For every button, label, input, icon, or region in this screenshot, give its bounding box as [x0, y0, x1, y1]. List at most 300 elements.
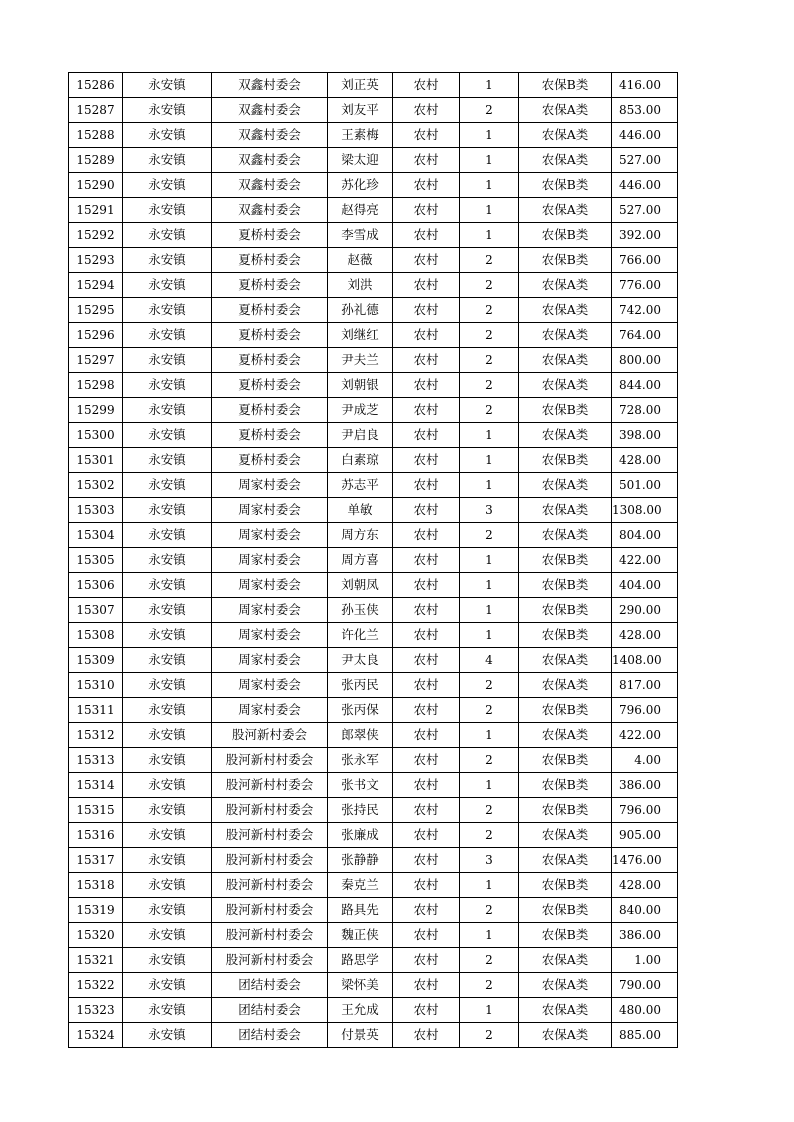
- insurance-category-cell: 农保A类: [519, 673, 612, 698]
- town-cell: 永安镇: [123, 873, 212, 898]
- table-row: [69, 748, 678, 773]
- amount-cell: 1476.00: [612, 848, 678, 873]
- village-committee-cell: 夏桥村委会: [212, 398, 328, 423]
- amount-cell: 446.00: [612, 123, 678, 148]
- town-cell: 永安镇: [123, 248, 212, 273]
- record-number-cell: 15295: [69, 298, 123, 323]
- amount-cell: 800.00: [612, 348, 678, 373]
- household-head-cell: 付景英: [328, 1023, 393, 1048]
- record-number-cell: 15316: [69, 823, 123, 848]
- member-count-cell: 1: [460, 73, 519, 98]
- area-type-cell: 农村: [393, 148, 460, 173]
- record-number-cell: 15289: [69, 148, 123, 173]
- area-type-cell: 农村: [393, 273, 460, 298]
- town-cell: 永安镇: [123, 548, 212, 573]
- area-type-cell: 农村: [393, 198, 460, 223]
- record-number-cell: 15318: [69, 873, 123, 898]
- household-head-cell: 尹太良: [328, 648, 393, 673]
- village-committee-cell: 夏桥村委会: [212, 223, 328, 248]
- household-head-cell: 苏志平: [328, 473, 393, 498]
- town-cell: 永安镇: [123, 573, 212, 598]
- town-cell: 永安镇: [123, 223, 212, 248]
- village-committee-cell: 夏桥村委会: [212, 298, 328, 323]
- insurance-category-cell: 农保B类: [519, 798, 612, 823]
- member-count-cell: 2: [460, 948, 519, 973]
- member-count-cell: 1: [460, 198, 519, 223]
- area-type-cell: 农村: [393, 498, 460, 523]
- insurance-category-cell: 农保B类: [519, 73, 612, 98]
- table-row: [69, 723, 678, 748]
- table-row: [69, 798, 678, 823]
- insurance-category-cell: 农保B类: [519, 898, 612, 923]
- household-head-cell: 梁怀美: [328, 973, 393, 998]
- amount-cell: 428.00: [612, 448, 678, 473]
- village-committee-cell: 周家村委会: [212, 523, 328, 548]
- area-type-cell: 农村: [393, 398, 460, 423]
- area-type-cell: 农村: [393, 173, 460, 198]
- member-count-cell: 1: [460, 923, 519, 948]
- table-row: [69, 598, 678, 623]
- member-count-cell: 2: [460, 673, 519, 698]
- area-type-cell: 农村: [393, 98, 460, 123]
- table-row: [69, 548, 678, 573]
- member-count-cell: 2: [460, 823, 519, 848]
- town-cell: 永安镇: [123, 473, 212, 498]
- member-count-cell: 2: [460, 523, 519, 548]
- area-type-cell: 农村: [393, 248, 460, 273]
- area-type-cell: 农村: [393, 523, 460, 548]
- record-number-cell: 15320: [69, 923, 123, 948]
- town-cell: 永安镇: [123, 823, 212, 848]
- table-row: [69, 148, 678, 173]
- record-number-cell: 15290: [69, 173, 123, 198]
- member-count-cell: 1: [460, 473, 519, 498]
- village-committee-cell: 股河新村村委会: [212, 748, 328, 773]
- village-committee-cell: 夏桥村委会: [212, 423, 328, 448]
- member-count-cell: 1: [460, 998, 519, 1023]
- household-head-cell: 张丙保: [328, 698, 393, 723]
- household-head-cell: 许化兰: [328, 623, 393, 648]
- amount-cell: 527.00: [612, 198, 678, 223]
- amount-cell: 386.00: [612, 773, 678, 798]
- insurance-category-cell: 农保A类: [519, 148, 612, 173]
- insurance-category-cell: 农保A类: [519, 298, 612, 323]
- table-row: [69, 773, 678, 798]
- member-count-cell: 1: [460, 173, 519, 198]
- insurance-category-cell: 农保B类: [519, 448, 612, 473]
- town-cell: 永安镇: [123, 673, 212, 698]
- amount-cell: 796.00: [612, 698, 678, 723]
- household-head-cell: 刘朝凤: [328, 573, 393, 598]
- area-type-cell: 农村: [393, 123, 460, 148]
- town-cell: 永安镇: [123, 848, 212, 873]
- member-count-cell: 2: [460, 898, 519, 923]
- village-committee-cell: 双鑫村委会: [212, 98, 328, 123]
- insurance-category-cell: 农保B类: [519, 598, 612, 623]
- village-committee-cell: 周家村委会: [212, 623, 328, 648]
- area-type-cell: 农村: [393, 898, 460, 923]
- member-count-cell: 2: [460, 298, 519, 323]
- household-head-cell: 秦克兰: [328, 873, 393, 898]
- town-cell: 永安镇: [123, 998, 212, 1023]
- town-cell: 永安镇: [123, 148, 212, 173]
- insurance-category-cell: 农保A类: [519, 323, 612, 348]
- village-committee-cell: 周家村委会: [212, 648, 328, 673]
- table-row: [69, 623, 678, 648]
- amount-cell: 853.00: [612, 98, 678, 123]
- member-count-cell: 1: [460, 148, 519, 173]
- member-count-cell: 2: [460, 373, 519, 398]
- amount-cell: 844.00: [612, 373, 678, 398]
- village-committee-cell: 夏桥村委会: [212, 348, 328, 373]
- amount-cell: 404.00: [612, 573, 678, 598]
- insurance-category-cell: 农保B类: [519, 748, 612, 773]
- amount-cell: 790.00: [612, 973, 678, 998]
- household-head-cell: 郎翠侠: [328, 723, 393, 748]
- town-cell: 永安镇: [123, 273, 212, 298]
- record-number-cell: 15314: [69, 773, 123, 798]
- household-head-cell: 张持民: [328, 798, 393, 823]
- member-count-cell: 4: [460, 648, 519, 673]
- area-type-cell: 农村: [393, 223, 460, 248]
- amount-cell: 480.00: [612, 998, 678, 1023]
- area-type-cell: 农村: [393, 873, 460, 898]
- member-count-cell: 1: [460, 873, 519, 898]
- household-head-cell: 刘朝银: [328, 373, 393, 398]
- table-row: [69, 98, 678, 123]
- table-row: [69, 498, 678, 523]
- village-committee-cell: 股河新村村委会: [212, 798, 328, 823]
- household-head-cell: 路思学: [328, 948, 393, 973]
- village-committee-cell: 周家村委会: [212, 473, 328, 498]
- village-committee-cell: 夏桥村委会: [212, 448, 328, 473]
- area-type-cell: 农村: [393, 448, 460, 473]
- insurance-category-cell: 农保B类: [519, 398, 612, 423]
- record-number-cell: 15304: [69, 523, 123, 548]
- record-number-cell: 15294: [69, 273, 123, 298]
- household-head-cell: 白素琼: [328, 448, 393, 473]
- town-cell: 永安镇: [123, 398, 212, 423]
- village-committee-cell: 夏桥村委会: [212, 273, 328, 298]
- area-type-cell: 农村: [393, 73, 460, 98]
- insurance-category-cell: 农保A类: [519, 948, 612, 973]
- village-committee-cell: 夏桥村委会: [212, 373, 328, 398]
- town-cell: 永安镇: [123, 323, 212, 348]
- table-row: [69, 523, 678, 548]
- record-number-cell: 15302: [69, 473, 123, 498]
- amount-cell: 290.00: [612, 598, 678, 623]
- record-number-cell: 15296: [69, 323, 123, 348]
- table-row: [69, 948, 678, 973]
- area-type-cell: 农村: [393, 598, 460, 623]
- area-type-cell: 农村: [393, 1023, 460, 1048]
- household-head-cell: 刘友平: [328, 98, 393, 123]
- member-count-cell: 2: [460, 798, 519, 823]
- area-type-cell: 农村: [393, 823, 460, 848]
- town-cell: 永安镇: [123, 373, 212, 398]
- amount-cell: 527.00: [612, 148, 678, 173]
- table-row: [69, 298, 678, 323]
- amount-cell: 796.00: [612, 798, 678, 823]
- village-committee-cell: 周家村委会: [212, 498, 328, 523]
- village-committee-cell: 夏桥村委会: [212, 323, 328, 348]
- village-committee-cell: 股河新村村委会: [212, 923, 328, 948]
- area-type-cell: 农村: [393, 348, 460, 373]
- record-number-cell: 15308: [69, 623, 123, 648]
- area-type-cell: 农村: [393, 473, 460, 498]
- town-cell: 永安镇: [123, 523, 212, 548]
- insurance-category-cell: 农保B类: [519, 623, 612, 648]
- record-number-cell: 15305: [69, 548, 123, 573]
- record-number-cell: 15319: [69, 898, 123, 923]
- member-count-cell: 1: [460, 598, 519, 623]
- record-number-cell: 15310: [69, 673, 123, 698]
- member-count-cell: 1: [460, 623, 519, 648]
- area-type-cell: 农村: [393, 798, 460, 823]
- member-count-cell: 3: [460, 498, 519, 523]
- village-committee-cell: 周家村委会: [212, 548, 328, 573]
- amount-cell: 1408.00: [612, 648, 678, 673]
- record-number-cell: 15297: [69, 348, 123, 373]
- amount-cell: 766.00: [612, 248, 678, 273]
- insurance-category-cell: 农保A类: [519, 98, 612, 123]
- village-committee-cell: 双鑫村委会: [212, 198, 328, 223]
- insurance-category-cell: 农保A类: [519, 823, 612, 848]
- insurance-category-cell: 农保A类: [519, 423, 612, 448]
- area-type-cell: 农村: [393, 673, 460, 698]
- amount-cell: 422.00: [612, 723, 678, 748]
- table-row: [69, 223, 678, 248]
- insurance-category-cell: 农保A类: [519, 473, 612, 498]
- insurance-category-cell: 农保B类: [519, 698, 612, 723]
- record-number-cell: 15311: [69, 698, 123, 723]
- amount-cell: 1.00: [612, 948, 678, 973]
- town-cell: 永安镇: [123, 123, 212, 148]
- amount-cell: 840.00: [612, 898, 678, 923]
- town-cell: 永安镇: [123, 748, 212, 773]
- household-head-cell: 张丙民: [328, 673, 393, 698]
- town-cell: 永安镇: [123, 198, 212, 223]
- amount-cell: 428.00: [612, 623, 678, 648]
- table-row: [69, 898, 678, 923]
- village-committee-cell: 双鑫村委会: [212, 148, 328, 173]
- member-count-cell: 2: [460, 273, 519, 298]
- household-head-cell: 苏化珍: [328, 173, 393, 198]
- table-row: [69, 448, 678, 473]
- table-row: [69, 848, 678, 873]
- town-cell: 永安镇: [123, 798, 212, 823]
- table-row: [69, 573, 678, 598]
- member-count-cell: 1: [460, 548, 519, 573]
- town-cell: 永安镇: [123, 723, 212, 748]
- table-row: [69, 648, 678, 673]
- town-cell: 永安镇: [123, 623, 212, 648]
- household-head-cell: 王素梅: [328, 123, 393, 148]
- record-number-cell: 15286: [69, 73, 123, 98]
- insurance-category-cell: 农保B类: [519, 573, 612, 598]
- amount-cell: 398.00: [612, 423, 678, 448]
- table-row: [69, 348, 678, 373]
- area-type-cell: 农村: [393, 923, 460, 948]
- member-count-cell: 1: [460, 773, 519, 798]
- area-type-cell: 农村: [393, 573, 460, 598]
- member-count-cell: 2: [460, 973, 519, 998]
- household-head-cell: 孙玉侠: [328, 598, 393, 623]
- amount-cell: 776.00: [612, 273, 678, 298]
- table-row: [69, 373, 678, 398]
- household-head-cell: 张静静: [328, 848, 393, 873]
- village-committee-cell: 周家村委会: [212, 598, 328, 623]
- town-cell: 永安镇: [123, 1023, 212, 1048]
- amount-cell: 905.00: [612, 823, 678, 848]
- member-count-cell: 1: [460, 573, 519, 598]
- insurance-category-cell: 农保A类: [519, 648, 612, 673]
- insurance-category-cell: 农保A类: [519, 348, 612, 373]
- record-number-cell: 15306: [69, 573, 123, 598]
- amount-cell: 1308.00: [612, 498, 678, 523]
- member-count-cell: 2: [460, 248, 519, 273]
- member-count-cell: 1: [460, 223, 519, 248]
- town-cell: 永安镇: [123, 598, 212, 623]
- member-count-cell: 2: [460, 348, 519, 373]
- town-cell: 永安镇: [123, 898, 212, 923]
- area-type-cell: 农村: [393, 773, 460, 798]
- table-row: [69, 998, 678, 1023]
- town-cell: 永安镇: [123, 923, 212, 948]
- area-type-cell: 农村: [393, 323, 460, 348]
- record-number-cell: 15309: [69, 648, 123, 673]
- area-type-cell: 农村: [393, 423, 460, 448]
- table-row: [69, 323, 678, 348]
- village-committee-cell: 周家村委会: [212, 573, 328, 598]
- table-row: [69, 673, 678, 698]
- amount-cell: 416.00: [612, 73, 678, 98]
- town-cell: 永安镇: [123, 973, 212, 998]
- insurance-category-cell: 农保A类: [519, 523, 612, 548]
- table-row: [69, 173, 678, 198]
- household-head-cell: 张廉成: [328, 823, 393, 848]
- insurance-category-cell: 农保A类: [519, 123, 612, 148]
- insurance-category-cell: 农保A类: [519, 498, 612, 523]
- table-row: [69, 423, 678, 448]
- member-count-cell: 2: [460, 748, 519, 773]
- record-number-cell: 15317: [69, 848, 123, 873]
- town-cell: 永安镇: [123, 298, 212, 323]
- insurance-category-cell: 农保B类: [519, 548, 612, 573]
- town-cell: 永安镇: [123, 498, 212, 523]
- table-row: [69, 398, 678, 423]
- village-committee-cell: 团结村委会: [212, 998, 328, 1023]
- village-committee-cell: 周家村委会: [212, 698, 328, 723]
- household-head-cell: 李雪成: [328, 223, 393, 248]
- record-number-cell: 15300: [69, 423, 123, 448]
- town-cell: 永安镇: [123, 98, 212, 123]
- member-count-cell: 1: [460, 123, 519, 148]
- insurance-category-cell: 农保A类: [519, 973, 612, 998]
- record-number-cell: 15292: [69, 223, 123, 248]
- member-count-cell: 2: [460, 698, 519, 723]
- village-committee-cell: 团结村委会: [212, 973, 328, 998]
- area-type-cell: 农村: [393, 748, 460, 773]
- insurance-category-cell: 农保A类: [519, 998, 612, 1023]
- area-type-cell: 农村: [393, 998, 460, 1023]
- area-type-cell: 农村: [393, 723, 460, 748]
- table-row: [69, 273, 678, 298]
- record-number-cell: 15303: [69, 498, 123, 523]
- village-committee-cell: 股河新村村委会: [212, 823, 328, 848]
- insurance-category-cell: 农保A类: [519, 848, 612, 873]
- table-row: [69, 873, 678, 898]
- town-cell: 永安镇: [123, 173, 212, 198]
- household-head-cell: 周方东: [328, 523, 393, 548]
- household-head-cell: 赵薇: [328, 248, 393, 273]
- assistance-roster-table: [68, 72, 678, 1048]
- household-head-cell: 张永军: [328, 748, 393, 773]
- amount-cell: 728.00: [612, 398, 678, 423]
- household-head-cell: 赵得亮: [328, 198, 393, 223]
- town-cell: 永安镇: [123, 348, 212, 373]
- record-number-cell: 15323: [69, 998, 123, 1023]
- record-number-cell: 15299: [69, 398, 123, 423]
- village-committee-cell: 双鑫村委会: [212, 123, 328, 148]
- household-head-cell: 刘洪: [328, 273, 393, 298]
- area-type-cell: 农村: [393, 373, 460, 398]
- member-count-cell: 1: [460, 448, 519, 473]
- record-number-cell: 15307: [69, 598, 123, 623]
- area-type-cell: 农村: [393, 973, 460, 998]
- amount-cell: 4.00: [612, 748, 678, 773]
- insurance-category-cell: 农保B类: [519, 248, 612, 273]
- town-cell: 永安镇: [123, 648, 212, 673]
- insurance-category-cell: 农保A类: [519, 373, 612, 398]
- household-head-cell: 刘继红: [328, 323, 393, 348]
- amount-cell: 392.00: [612, 223, 678, 248]
- amount-cell: 885.00: [612, 1023, 678, 1048]
- record-number-cell: 15324: [69, 1023, 123, 1048]
- village-committee-cell: 团结村委会: [212, 1023, 328, 1048]
- insurance-category-cell: 农保A类: [519, 198, 612, 223]
- record-number-cell: 15298: [69, 373, 123, 398]
- table-row: [69, 248, 678, 273]
- household-head-cell: 刘正英: [328, 73, 393, 98]
- record-number-cell: 15315: [69, 798, 123, 823]
- village-committee-cell: 股河新村村委会: [212, 898, 328, 923]
- town-cell: 永安镇: [123, 698, 212, 723]
- table-row: [69, 923, 678, 948]
- area-type-cell: 农村: [393, 623, 460, 648]
- area-type-cell: 农村: [393, 698, 460, 723]
- town-cell: 永安镇: [123, 73, 212, 98]
- record-number-cell: 15287: [69, 98, 123, 123]
- village-committee-cell: 双鑫村委会: [212, 73, 328, 98]
- record-number-cell: 15312: [69, 723, 123, 748]
- area-type-cell: 农村: [393, 848, 460, 873]
- area-type-cell: 农村: [393, 948, 460, 973]
- record-number-cell: 15288: [69, 123, 123, 148]
- village-committee-cell: 股河新村村委会: [212, 948, 328, 973]
- record-number-cell: 15291: [69, 198, 123, 223]
- record-number-cell: 15313: [69, 748, 123, 773]
- household-head-cell: 魏正侠: [328, 923, 393, 948]
- village-committee-cell: 股河新村村委会: [212, 848, 328, 873]
- household-head-cell: 尹启良: [328, 423, 393, 448]
- amount-cell: 764.00: [612, 323, 678, 348]
- table-row: [69, 823, 678, 848]
- town-cell: 永安镇: [123, 773, 212, 798]
- amount-cell: 501.00: [612, 473, 678, 498]
- amount-cell: 817.00: [612, 673, 678, 698]
- area-type-cell: 农村: [393, 298, 460, 323]
